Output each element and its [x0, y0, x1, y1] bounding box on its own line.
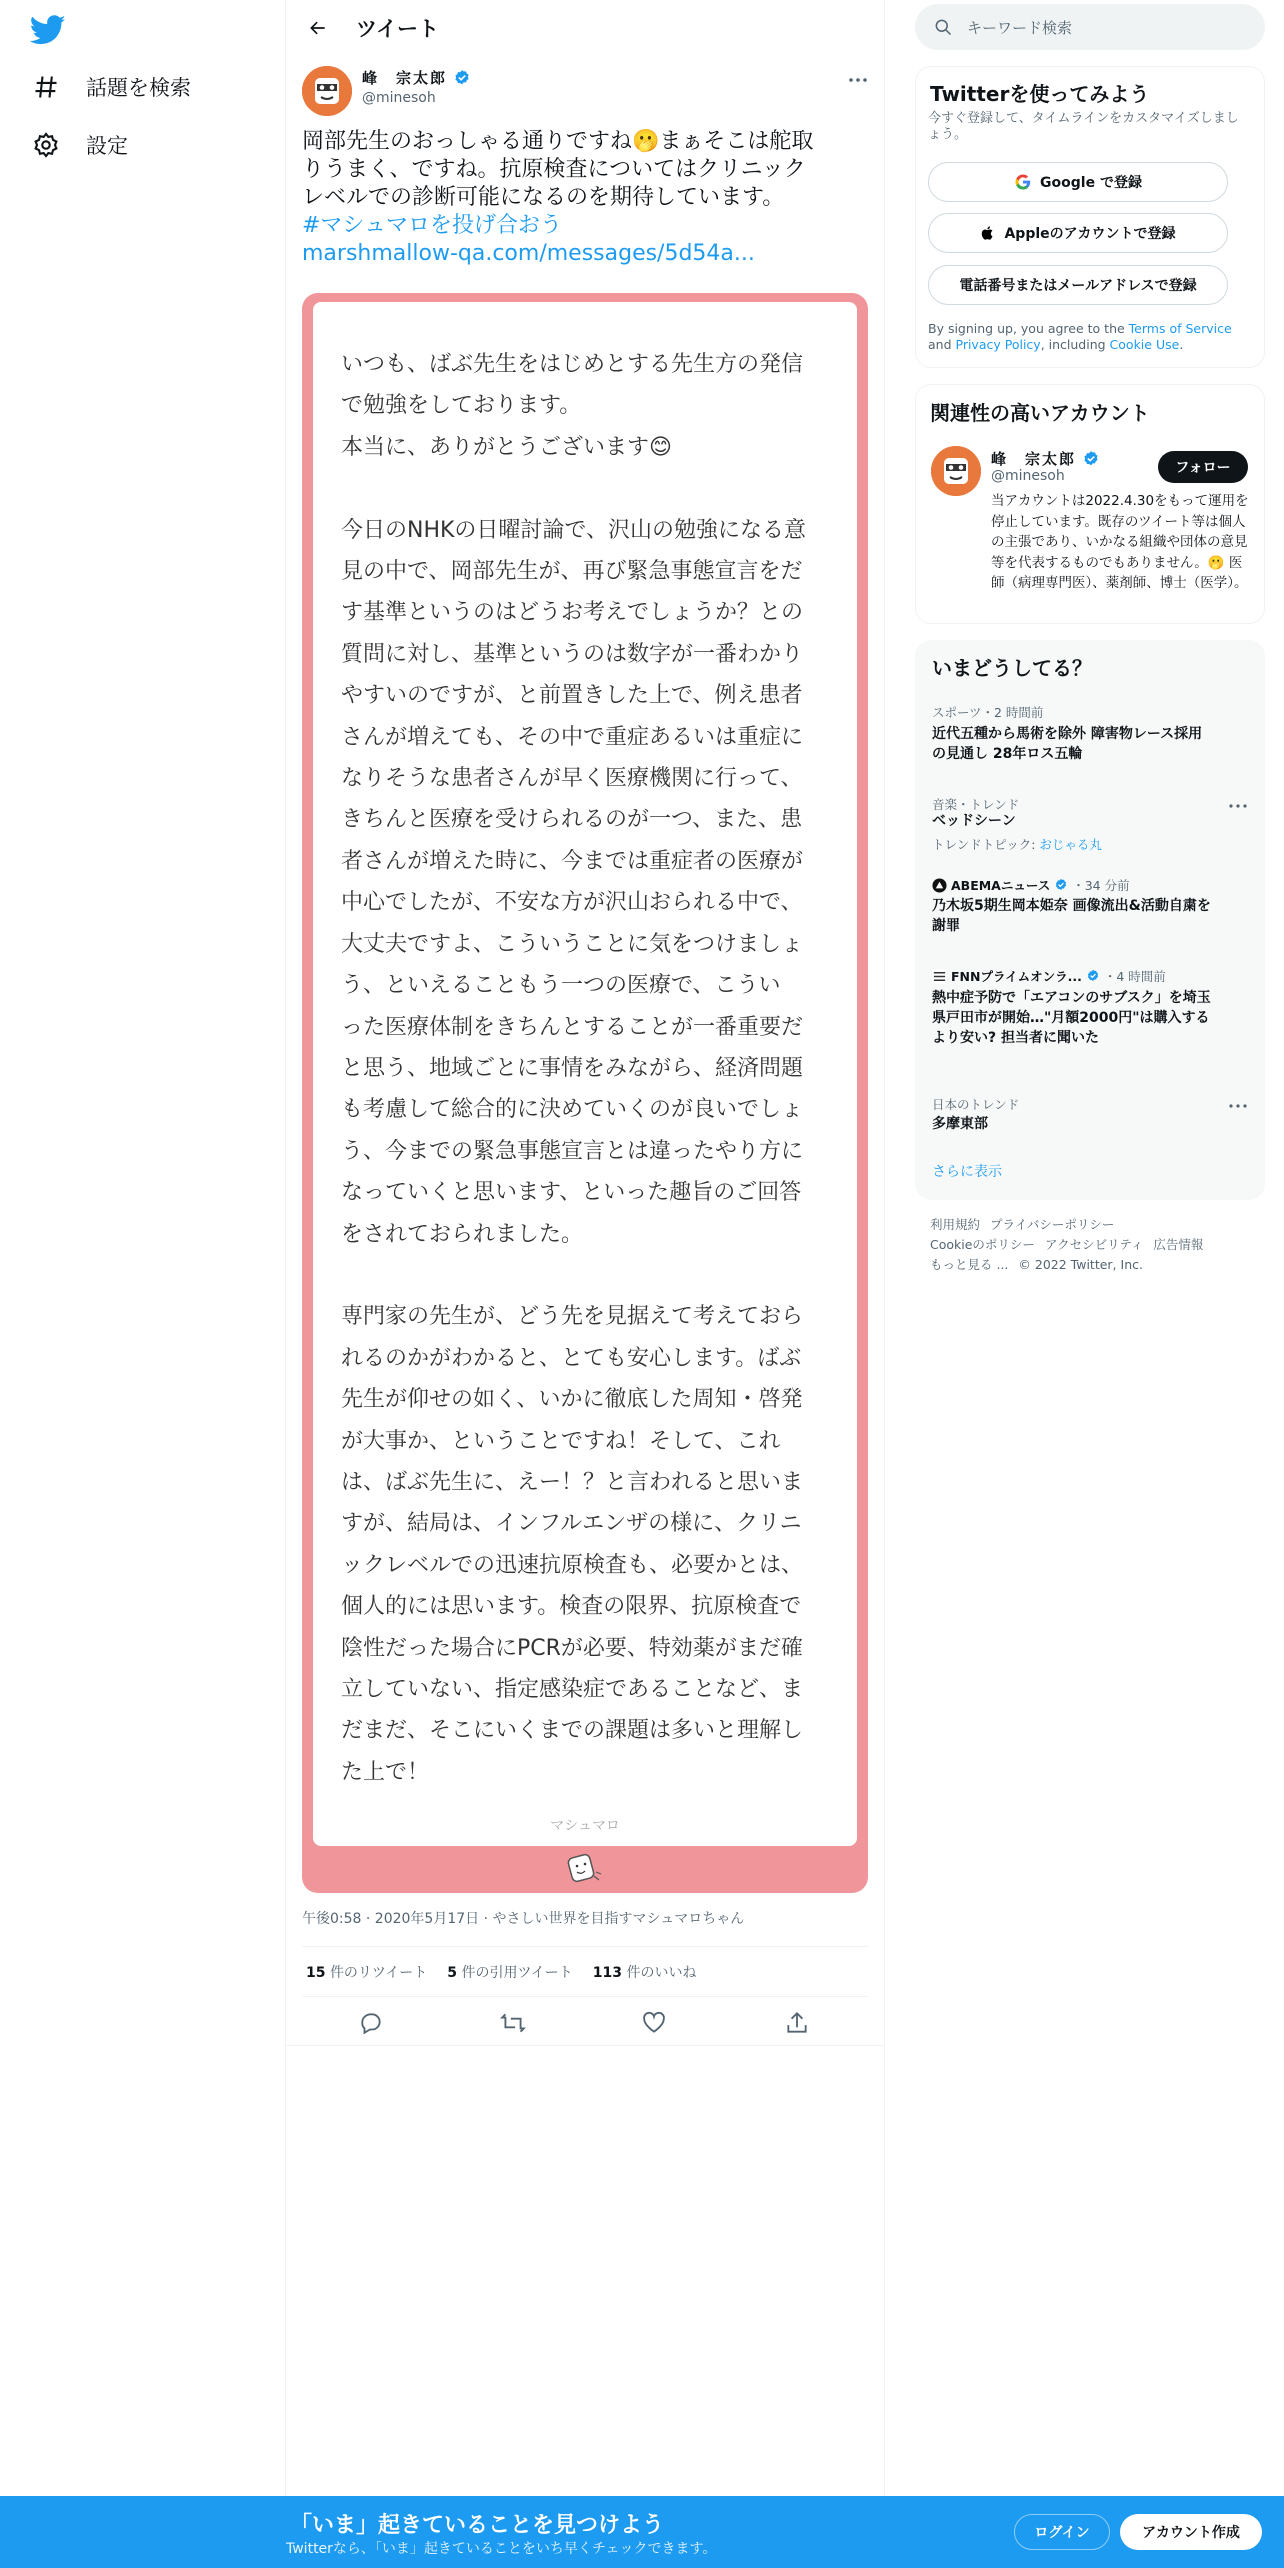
apple-icon [980, 224, 996, 242]
column-divider-left [285, 0, 286, 2568]
divider [302, 1996, 868, 1997]
signup-title: Twitterを使ってみよう [930, 82, 1150, 106]
related-name[interactable]: 峰 宗太郎 [991, 448, 1100, 469]
phone-signup-label: 電話番号またはメールアドレスで登録 [959, 278, 1197, 294]
gear-icon [32, 131, 60, 159]
show-more-link[interactable]: さらに表示 [932, 1164, 1002, 1180]
trend-name[interactable]: 近代五種から馬術を除外 障害物レース採用の見通し 28年ロス五輪 [932, 726, 1203, 762]
google-icon [1014, 173, 1032, 191]
follow-button[interactable]: フォロー [1158, 451, 1248, 483]
tweet-text [302, 128, 872, 268]
signup-terms: By signing up, you agree to the Terms of Service and Privacy Policy, including Cookie Use. [928, 321, 1232, 352]
author-handle[interactable]: @minesoh [362, 90, 436, 106]
card-message-text: いつも、ばぶ先生をはじめとする先生方の発信 で勉強をしております。 本当に、ありがとうございます😊 今日のNHKの日曜討論で、沢山の勉強になる意 見の中で、岡部先生が、再び緊急事態宣言をだ す基準というのはどうお考えでしょうか？との 質問に対し、基準というのは数字が一番わかり やすいのですが、と前置きした上で、例え患者 さんが増えても、その中で重症あるいは重症に なりそうな患者さんが早く医療機関に行って、 きちんと医療を受けられるのが一つ、また、患 者さんが増えた時に、今までは重症者の医療が 中心でしたが、不安な方が沢山おられる中で、 大丈夫ですよ、こういうことに気をつけましょ う、といえることもう一つの医療で、こうい った医療体制をきちんとすることが一番重要だ と思う、地域ごとに事情をみながら、経済問題 も考慮して総合的に決めていくのが良いでしょ う、今までの緊急事態宣言とは違ったやり方に なっていくと思います、といった趣旨のご回答 をされておられました。 専門家の先生が、どう先を見据えて考えておら れるのかがわかると、とても安心します。ばぶ 先生が仰せの如く、いかに徹底した周知・啓発 が大事か、ということですね！そして、これ は、ばぶ先生に、えー！？と言われると思いま すが、結局は、インフルエンザの様に、クリニ ックレベルでの迅速抗原検査も、必要かとは、 個人的には思います。検査の限界、抗原検査で 陰性だった場合にPCRが必要、特効薬がまだ確 立していない、指定感染症であることなど、ま だまだ、そこにいくまでの課題は多いと理解し た上で！ [341, 352, 806, 1785]
tweet-text-line: 岡部先生のおっしゃる通りですね🫢まぁそこは舵取 [302, 129, 814, 154]
related-handle[interactable]: @minesoh [991, 468, 1065, 484]
fnn-logo-icon [932, 969, 947, 984]
trend-topic-link[interactable]: おじゃる丸 [1039, 837, 1102, 852]
trend-more-icon[interactable] [1228, 1103, 1248, 1109]
trend-name[interactable]: 多摩東部 [932, 1116, 988, 1132]
trend-name[interactable]: ベッドシーン [932, 813, 1016, 829]
verified-badge-icon [1086, 969, 1100, 983]
verified-badge-icon [453, 69, 471, 87]
trend-topic: トレンドトピック: おじゃる丸 [932, 837, 1102, 852]
footer-link[interactable]: 利用規約 [930, 1217, 981, 1232]
verified-badge-icon [1082, 450, 1100, 468]
related-avatar[interactable] [931, 446, 981, 496]
trend-name[interactable]: 乃木坂5期生岡本姫奈 画像流出&活動自粛を謝罪 [932, 898, 1211, 934]
footer-link[interactable]: もっと見る ... [930, 1257, 1009, 1272]
arrow-left-icon [308, 18, 328, 38]
page-title: ツイート [356, 17, 439, 41]
nav-explore-label: 話題を検索 [86, 76, 191, 100]
cookie-link[interactable]: Cookie Use [1109, 337, 1180, 352]
tweet-text-line: りうまく、ですね。抗原検査についてはクリニック [302, 157, 806, 182]
terms-link[interactable]: Terms of Service [1128, 321, 1232, 336]
footer-link[interactable]: アクセシビリティ [1044, 1237, 1144, 1252]
footer-links [930, 1215, 1230, 1275]
banner-subtitle: Twitterなら、「いま」起きていることをいち早くチェックできます。 [286, 2541, 717, 2557]
search-placeholder: キーワード検索 [967, 18, 1073, 37]
author-avatar[interactable] [302, 66, 352, 116]
trend-meta: 日本のトレンド [932, 1097, 1020, 1112]
banner-title: 「いま」起きていることを見つけよう [290, 2513, 665, 2538]
trend-meta: スポーツ・2 時間前 [932, 705, 1044, 720]
quotes-stat[interactable]: 5 件の引用ツイート [447, 1965, 573, 1981]
footer-link[interactable]: Cookieのポリシー [930, 1237, 1035, 1252]
divider [286, 2045, 884, 2046]
signup-subtitle: 今すぐ登録して、タイムラインをカスタマイズしましょう。 [928, 111, 1239, 142]
trends-title: いまどうしてる？ [932, 656, 1092, 680]
url-link[interactable]: marshmallow-qa.com/messages/5d54a... [302, 241, 755, 266]
apple-signup-button[interactable] [928, 213, 1228, 253]
hashtag-link[interactable]: #マシュマロを投げ合おう [302, 213, 562, 238]
retweet-icon[interactable] [500, 2010, 526, 2036]
verified-badge-icon [1054, 878, 1068, 892]
footer-link[interactable]: プライバシーポリシー [990, 1217, 1115, 1232]
phone-email-signup-button[interactable] [928, 265, 1228, 305]
retweets-stat[interactable]: 15 件のリツイート [306, 1965, 428, 1981]
card-footer-brand: マシュマロ [550, 1818, 620, 1834]
copyright: © 2022 Twitter, Inc. [1018, 1257, 1143, 1272]
google-signup-button[interactable] [928, 162, 1228, 202]
marshmallow-mascot-icon [560, 1848, 604, 1888]
hashtag-icon [32, 73, 60, 101]
page-header [286, 0, 884, 56]
back-button[interactable] [298, 8, 338, 48]
trend-meta: ABEMAニュース ・34 分前 [932, 876, 1130, 894]
nav-explore[interactable] [32, 63, 191, 111]
trend-meta: 音楽・トレンド [932, 797, 1020, 812]
nav-settings[interactable] [32, 121, 128, 169]
likes-stat[interactable]: 113 件のいいね [592, 1965, 697, 1981]
privacy-link[interactable]: Privacy Policy [955, 337, 1041, 352]
search-icon [933, 17, 953, 37]
tweet-stats [306, 1962, 696, 1982]
related-title: 関連性の高いアカウント [930, 401, 1150, 425]
author-name[interactable] [362, 67, 471, 88]
twitter-logo-icon[interactable] [30, 12, 66, 48]
footer-link[interactable]: 広告情報 [1153, 1237, 1204, 1252]
like-heart-icon[interactable] [641, 2010, 667, 2036]
reply-icon[interactable] [358, 2010, 384, 2036]
related-bio: 当アカウントは2022.4.30をもって運用を停止しています。既存のツイート等は個人の主張であり、いかなる組織や団体の意見等を代表するものでもありません。🫢 医師（病理専門医）、薬剤師、博士（医学）。 [991, 493, 1249, 591]
apple-signup-label: Appleのアカウントで登録 [1004, 226, 1176, 242]
search-input[interactable] [915, 4, 1265, 50]
tweet-timestamp[interactable]: 午後0:58 · 2020年5月17日 · やさしい世界を目指すマシュマロちゃん [302, 1911, 745, 1927]
google-signup-label: Google で登録 [1040, 175, 1142, 191]
more-options-icon[interactable] [846, 72, 870, 88]
nav-settings-label: 設定 [86, 134, 128, 158]
trend-name[interactable]: 熱中症予防で「エアコンのサブスク」を埼玉県戸田市が開始…"月額2000円"は購入するより安い? 担当者に聞いた [932, 990, 1211, 1046]
login-button[interactable]: ログイン [1014, 2514, 1110, 2550]
abema-logo-icon [932, 878, 947, 893]
trend-meta: FNNプライムオンラ... ・4 時間前 [932, 967, 1166, 985]
signup-button[interactable]: アカウント作成 [1120, 2514, 1262, 2550]
column-divider-right [884, 0, 885, 2568]
author-name-text: 峰 宗太郎 [362, 69, 448, 87]
tweet-text-line: レベルでの診断可能になるのを期待しています。 [302, 185, 785, 210]
trend-more-icon[interactable] [1228, 803, 1248, 809]
divider [302, 1946, 868, 1947]
share-icon[interactable] [784, 2010, 810, 2036]
